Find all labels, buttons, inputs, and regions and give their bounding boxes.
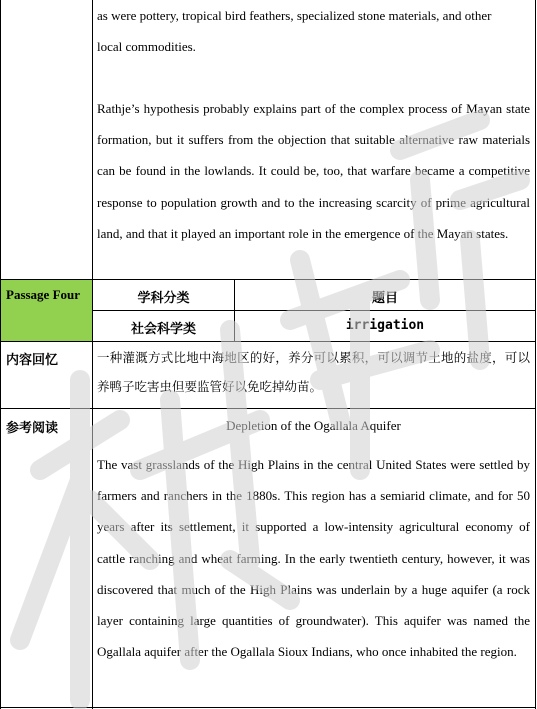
reference-title: Depletion of the Ogallala Aquifer <box>226 418 401 433</box>
ogallala-paragraph: The vast grasslands of the High Plains in the central United States were settled by farmers and ranchers in the 1880s. This region has a semiarid climate, and for 50 years after its settlement, it supported a low-intensity agricultural economy of cattle ranching and wheat farming. In the early twentieth century, however, it was discovered that much of the High Plains was underlain by a huge aquifer (a rock layer containing large quantities of groundwater). This aquifer was named the Ogallala aquifer after the Ogallala Sioux Indians, who once inhabited the region. <box>97 457 530 660</box>
row-divider-1 <box>0 279 536 280</box>
table-border-bottom <box>0 707 536 708</box>
topic-header: 题目 <box>371 291 398 306</box>
row-divider-2 <box>92 310 536 311</box>
subject-category-header: 学科分类 <box>137 291 190 306</box>
content-recall-text: 一种灌溉方式比地中海地区的好，养分可以累积，可以调节土地的盐度，可以养鸭子吃害虫但要监管好以免吃掉幼苗。 <box>97 350 530 394</box>
passage-line-1: as were pottery, tropical bird feathers, specialized stone materials, and other <box>97 8 492 23</box>
subject-category-value: 社会科学类 <box>130 322 196 337</box>
table-border-left <box>0 0 1 709</box>
passage-four-label: Passage Four <box>6 287 81 302</box>
reference-reading-label: 参考阅读 <box>6 421 59 436</box>
rathje-paragraph: Rathje’s hypothesis probably explains part of the complex process of Mayan state formation, but it suffers from the objection that suitable alternative raw materials can be found in the lowlands. It could be, too, that warfare became a competitive response to population growth and to the increasing scarcity of prime agricultural land, and that it played an important role in the emergence of the Mayan states. <box>97 101 530 241</box>
table-border-right <box>535 0 536 709</box>
content-recall-label: 内容回忆 <box>6 353 59 368</box>
row-divider-3 <box>0 341 536 342</box>
row-divider-4 <box>0 408 536 409</box>
passage-line-2: local commodities. <box>97 39 196 54</box>
label-column-divider <box>92 0 93 709</box>
topic-value: irrigation <box>345 318 425 333</box>
